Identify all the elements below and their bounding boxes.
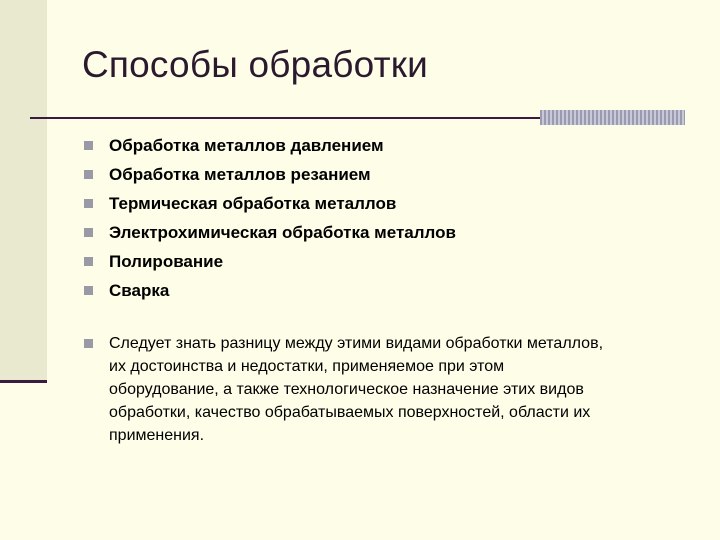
square-bullet-icon (84, 339, 93, 348)
square-bullet-icon (84, 228, 93, 237)
methods-list (84, 131, 456, 305)
list-item (84, 160, 456, 189)
list-item-text: Термическая обработка металлов (109, 194, 397, 213)
note-line: оборудование, а также технологическое назначение этих видов (109, 381, 584, 398)
note-paragraph (84, 332, 684, 447)
square-bullet-icon (84, 141, 93, 150)
note-line: их достоинства и недостатки, применяемое при этом (109, 358, 505, 375)
square-bullet-icon (84, 170, 93, 179)
list-item (84, 247, 456, 276)
square-bullet-icon (84, 286, 93, 295)
list-item (84, 131, 456, 160)
left-decorative-band (0, 0, 47, 380)
list-item-text: Обработка металлов резанием (109, 165, 371, 184)
list-item (84, 276, 456, 305)
list-item-text: Полирование (109, 252, 224, 271)
left-band-underline (0, 380, 47, 383)
square-bullet-icon (84, 257, 93, 266)
list-item-text: Сварка (109, 281, 170, 300)
title-divider-accent (540, 110, 685, 125)
list-item-text: Электрохимическая обработка металлов (109, 223, 456, 242)
list-item-text: Обработка металлов давлением (109, 136, 384, 155)
list-item (84, 189, 456, 218)
note-text (109, 332, 684, 447)
slide-title: Способы обработки (82, 44, 428, 85)
square-bullet-icon (84, 199, 93, 208)
list-item (84, 218, 456, 247)
note-line: обработки, качество обрабатываемых поверхностей, области их (109, 404, 591, 421)
note-line: Следует знать разницу между этими видами обработки металлов, (109, 335, 604, 352)
note-line: применения. (109, 427, 205, 444)
